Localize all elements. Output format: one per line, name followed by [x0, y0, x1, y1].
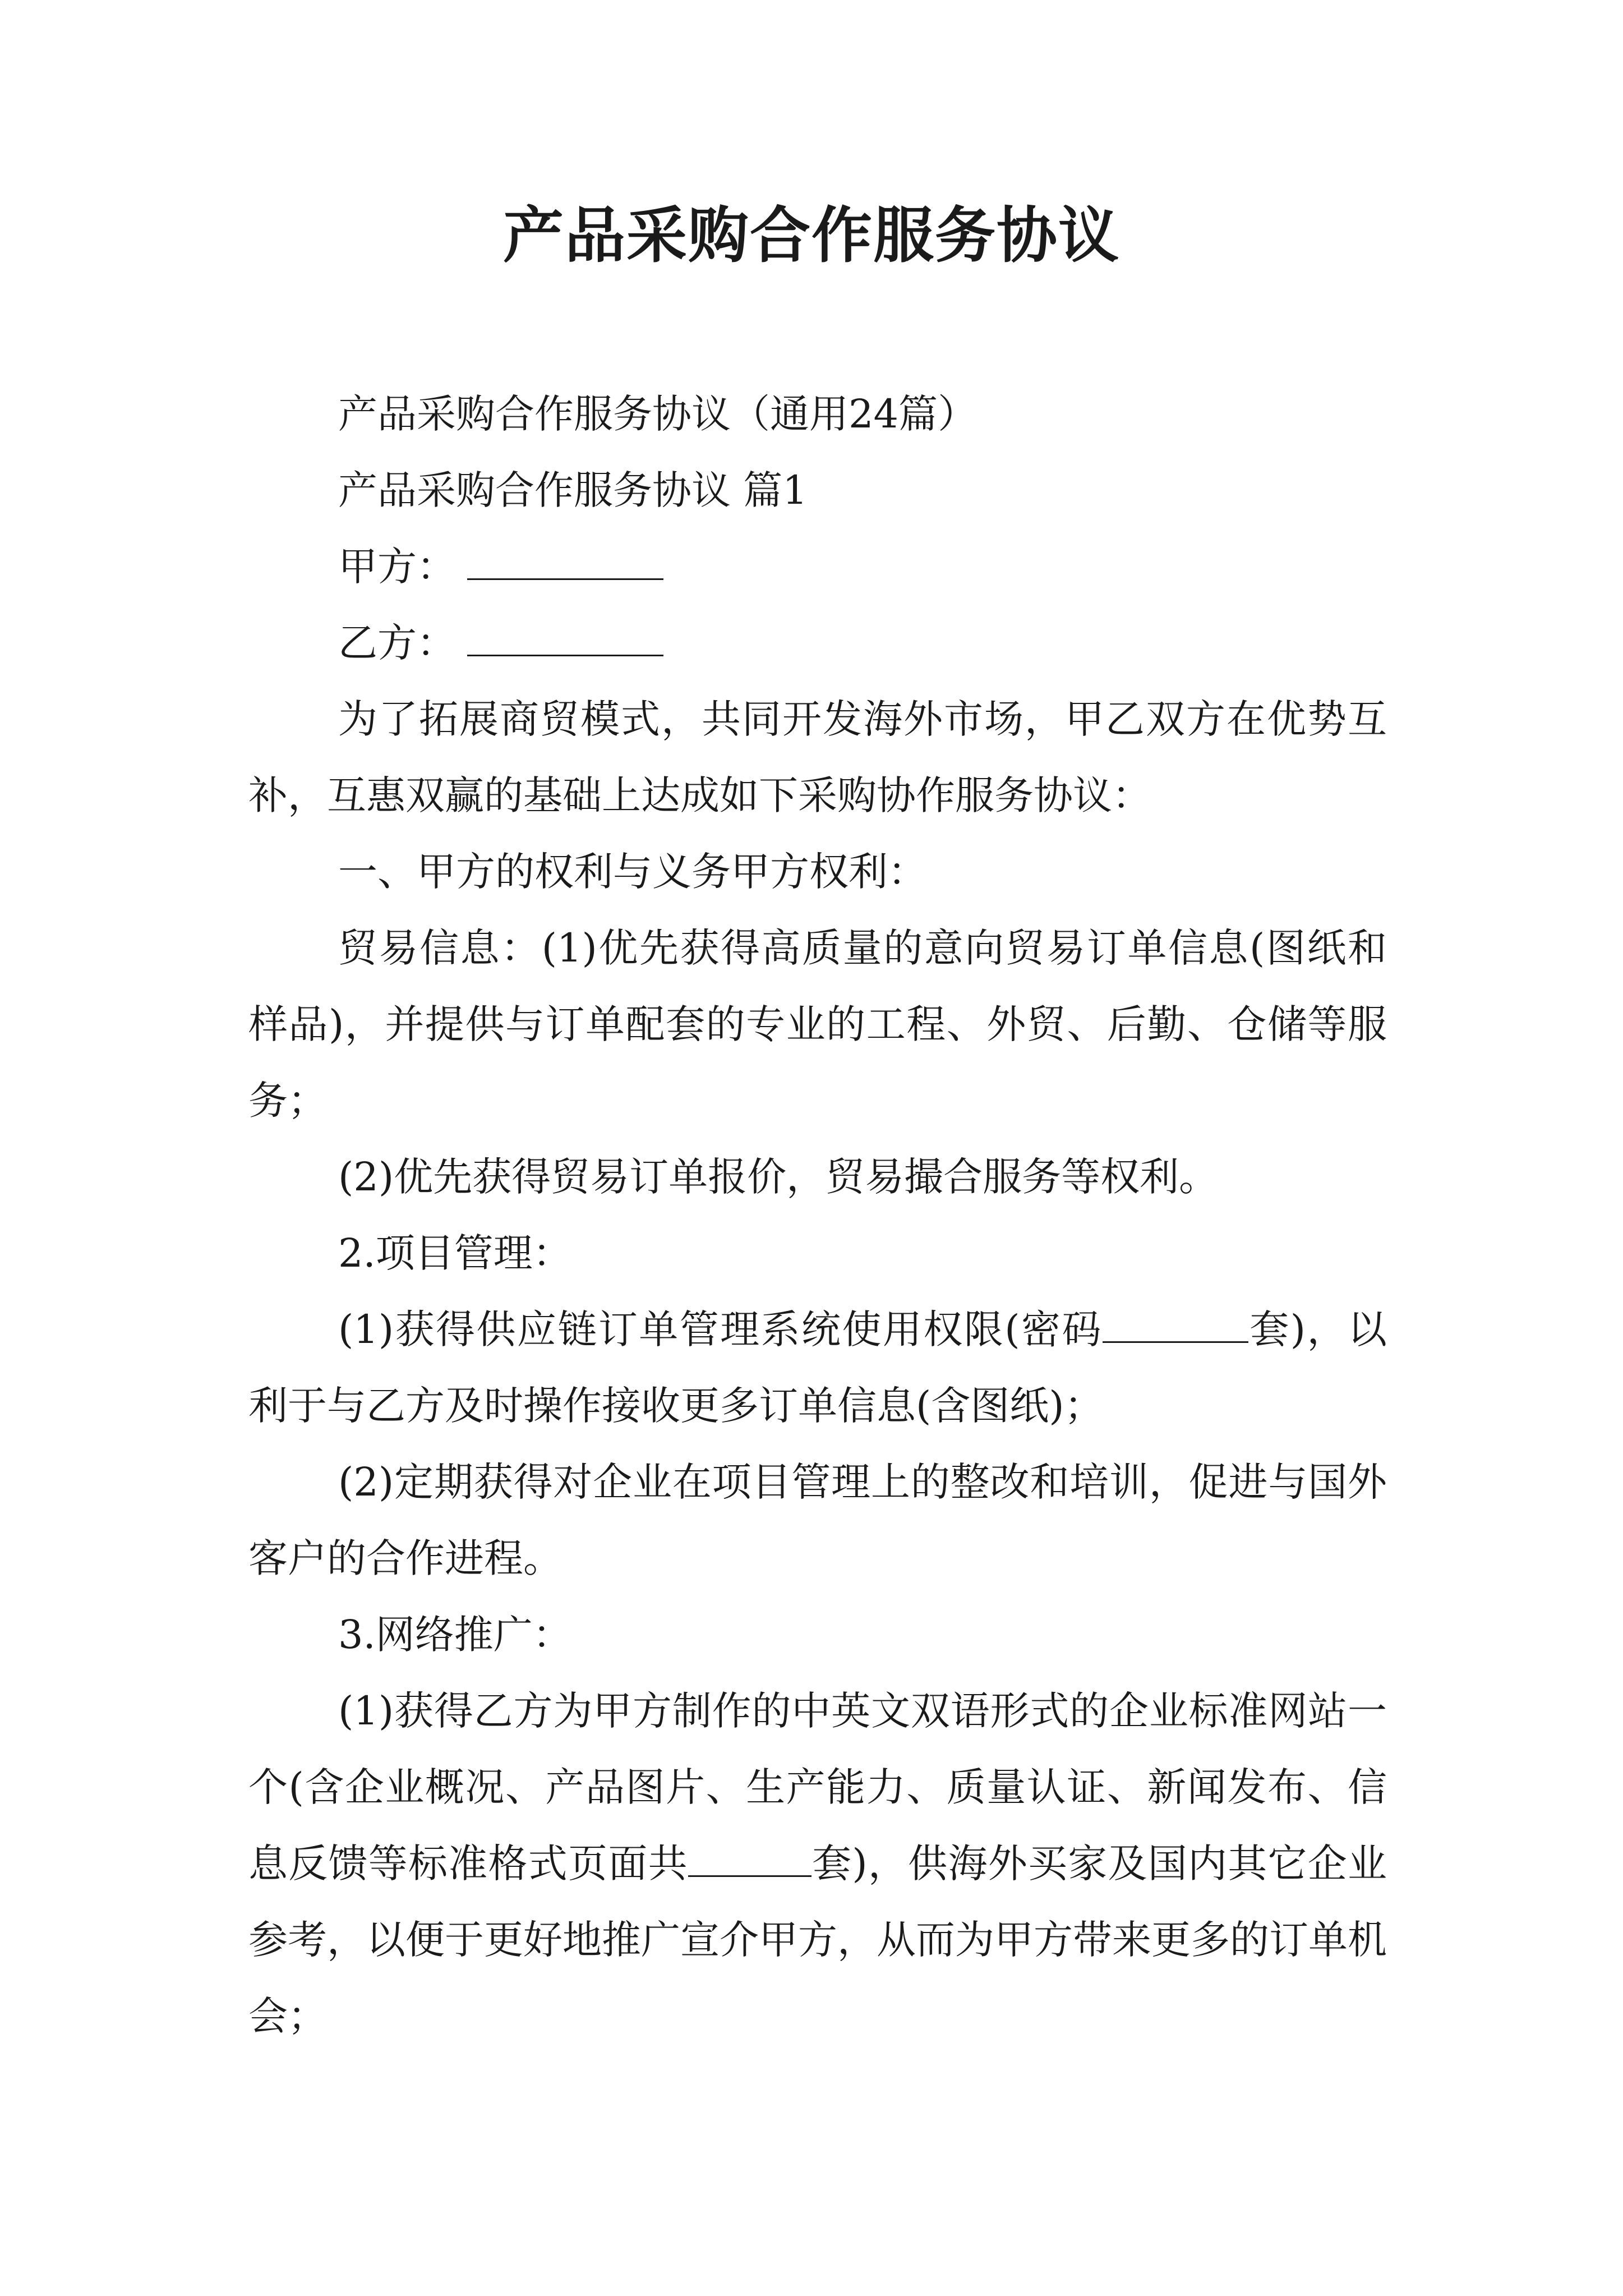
document-body — [248, 376, 1387, 2054]
document-title: 产品采购合作服务协议 — [502, 200, 1120, 271]
project-mgmt-item-1 — [248, 1291, 1387, 1444]
net-1-before: (1)获得乙方为甲方制作的中英文双语形式的企业标准网站一个(含企业概况、产品图片、生产能力、质量认证、新闻发布、信息反馈等标准格式页面共 — [248, 1688, 1387, 1887]
pm-1-after: 套)，以利于与乙方及时操作接收更多订单信息(含图纸)； — [248, 1306, 1387, 1429]
part-heading: 产品采购合作服务协议 篇1 — [338, 467, 808, 513]
net-1-after: 套)，供海外买家及国内其它企业参考，以便于更好地推广宣介甲方，从而为甲方带来更多的订单机会； — [248, 1841, 1387, 2039]
pm-1-before: (1)获得供应链订单管理系统使用权限(密码 — [338, 1306, 1103, 1352]
party-b-label: 乙方： — [338, 620, 456, 666]
password-count-blank — [1103, 1302, 1248, 1343]
subtitle-line: 产品采购合作服务协议（通用24篇） — [338, 391, 978, 437]
project-mgmt-heading: 2.项目管理： — [338, 1230, 572, 1276]
network-heading: 3.网络推广： — [338, 1612, 572, 1658]
party-b-blank — [467, 615, 663, 656]
party-a-blank — [467, 539, 663, 580]
party-a-label: 甲方： — [338, 544, 456, 590]
trade-info-item-2: (2)优先获得贸易订单报价，贸易撮合服务等权利。 — [338, 1154, 1219, 1200]
section-1-heading: 一、甲方的权利与义务甲方权利： — [338, 849, 927, 895]
intro-paragraph: 为了拓展商贸模式，共同开发海外市场，甲乙双方在优势互补，互惠双赢的基础上达成如下采购协作服务协议： — [248, 696, 1387, 818]
party-a-line — [248, 528, 1387, 605]
network-item-1 — [248, 1673, 1387, 2054]
trade-info-paragraph: 贸易信息：(1)优先获得高质量的意向贸易订单信息(图纸和样品)，并提供与订单配套的专业的工程、外贸、后勤、仓储等服务； — [248, 925, 1387, 1124]
project-mgmt-item-2: (2)定期获得对企业在项目管理上的整改和培训，促进与国外客户的合作进程。 — [248, 1459, 1387, 1581]
page-count-blank — [688, 1836, 811, 1877]
party-b-line — [248, 605, 1387, 681]
